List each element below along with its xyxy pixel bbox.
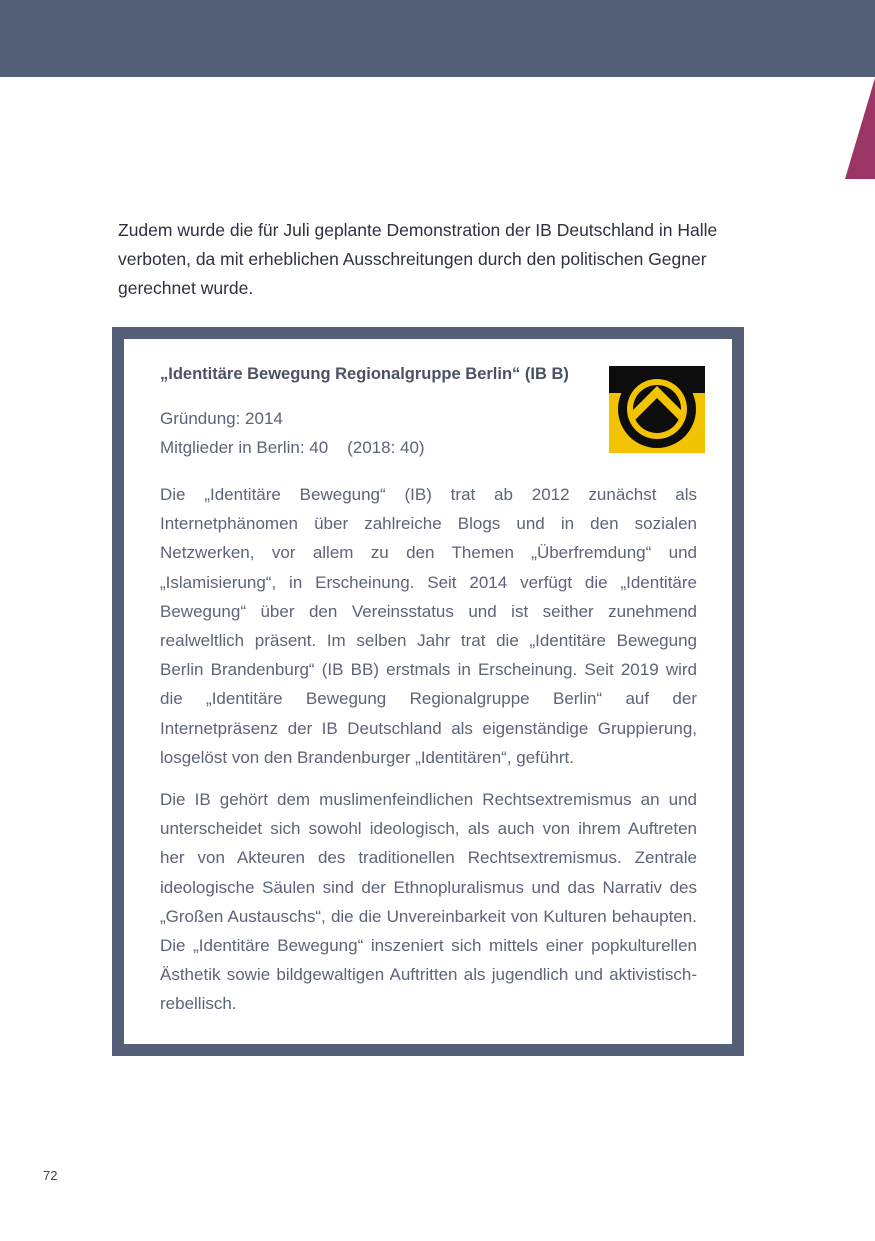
- founding-year: Gründung: 2014: [160, 409, 283, 428]
- info-box-title: „Identitäre Bewegung Regionalgruppe Berlin“ (IB B): [160, 365, 569, 383]
- section-marker-icon: [845, 78, 875, 179]
- info-paragraph-2: Die IB gehört dem muslimenfeindlichen Rechtsextremismus an und unterscheidet sich sowohl ideologisch, als auch von ihrem Auftreten her von Akteuren des traditionellen Rechtsextremismus. Zentrale ideologische Säulen sind der Ethnopluralismus und das Narrativ des „Großen Austauschs“, die die Unvereinbarkeit von Kulturen behaupten. Die „Identitäre Bewegung“ inszeniert sich mittels einer popkulturellen Ästhetik sowie bildgewaltigen Auftritten als jugendlich und aktivistisch-rebellisch.: [160, 790, 697, 1014]
- header-band: [0, 0, 875, 77]
- intro-paragraph: Zudem wurde die für Juli geplante Demonstration der IB Deutschland in Halle verboten, da mit erheblichen Ausschreitungen durch den politischen Gegner gerechnet wurde.: [118, 220, 718, 298]
- info-paragraph-1: Die „Identitäre Bewegung“ (IB) trat ab 2012 zunächst als Internetphänomen über zahlreiche Blogs und in den sozialen Netzwerken, vor allem zu den Themen „Überfremdung“ und „Islamisierung“, in Erscheinung. Seit 2014 verfügt die „Identitäre Bewegung“ über den Vereinsstatus und ist seither zunehmend realweltlich präsent. Im selben Jahr trat die „Identitäre Bewegung Berlin Brandenburg“ (IB BB) erstmals in Erscheinung. Seit 2019 wird die „Identitäre Bewegung Regionalgruppe Berlin“ auf der Internetpräsenz der IB Deutschland als eigenständige Gruppierung, losgelöst von den Brandenburger „Identitären“, geführt.: [160, 485, 697, 767]
- lambda-circle-icon: [609, 366, 705, 453]
- member-count: Mitglieder in Berlin: 40 (2018: 40): [160, 437, 425, 457]
- page-number: 72: [43, 1168, 58, 1183]
- info-box-meta: [160, 405, 425, 462]
